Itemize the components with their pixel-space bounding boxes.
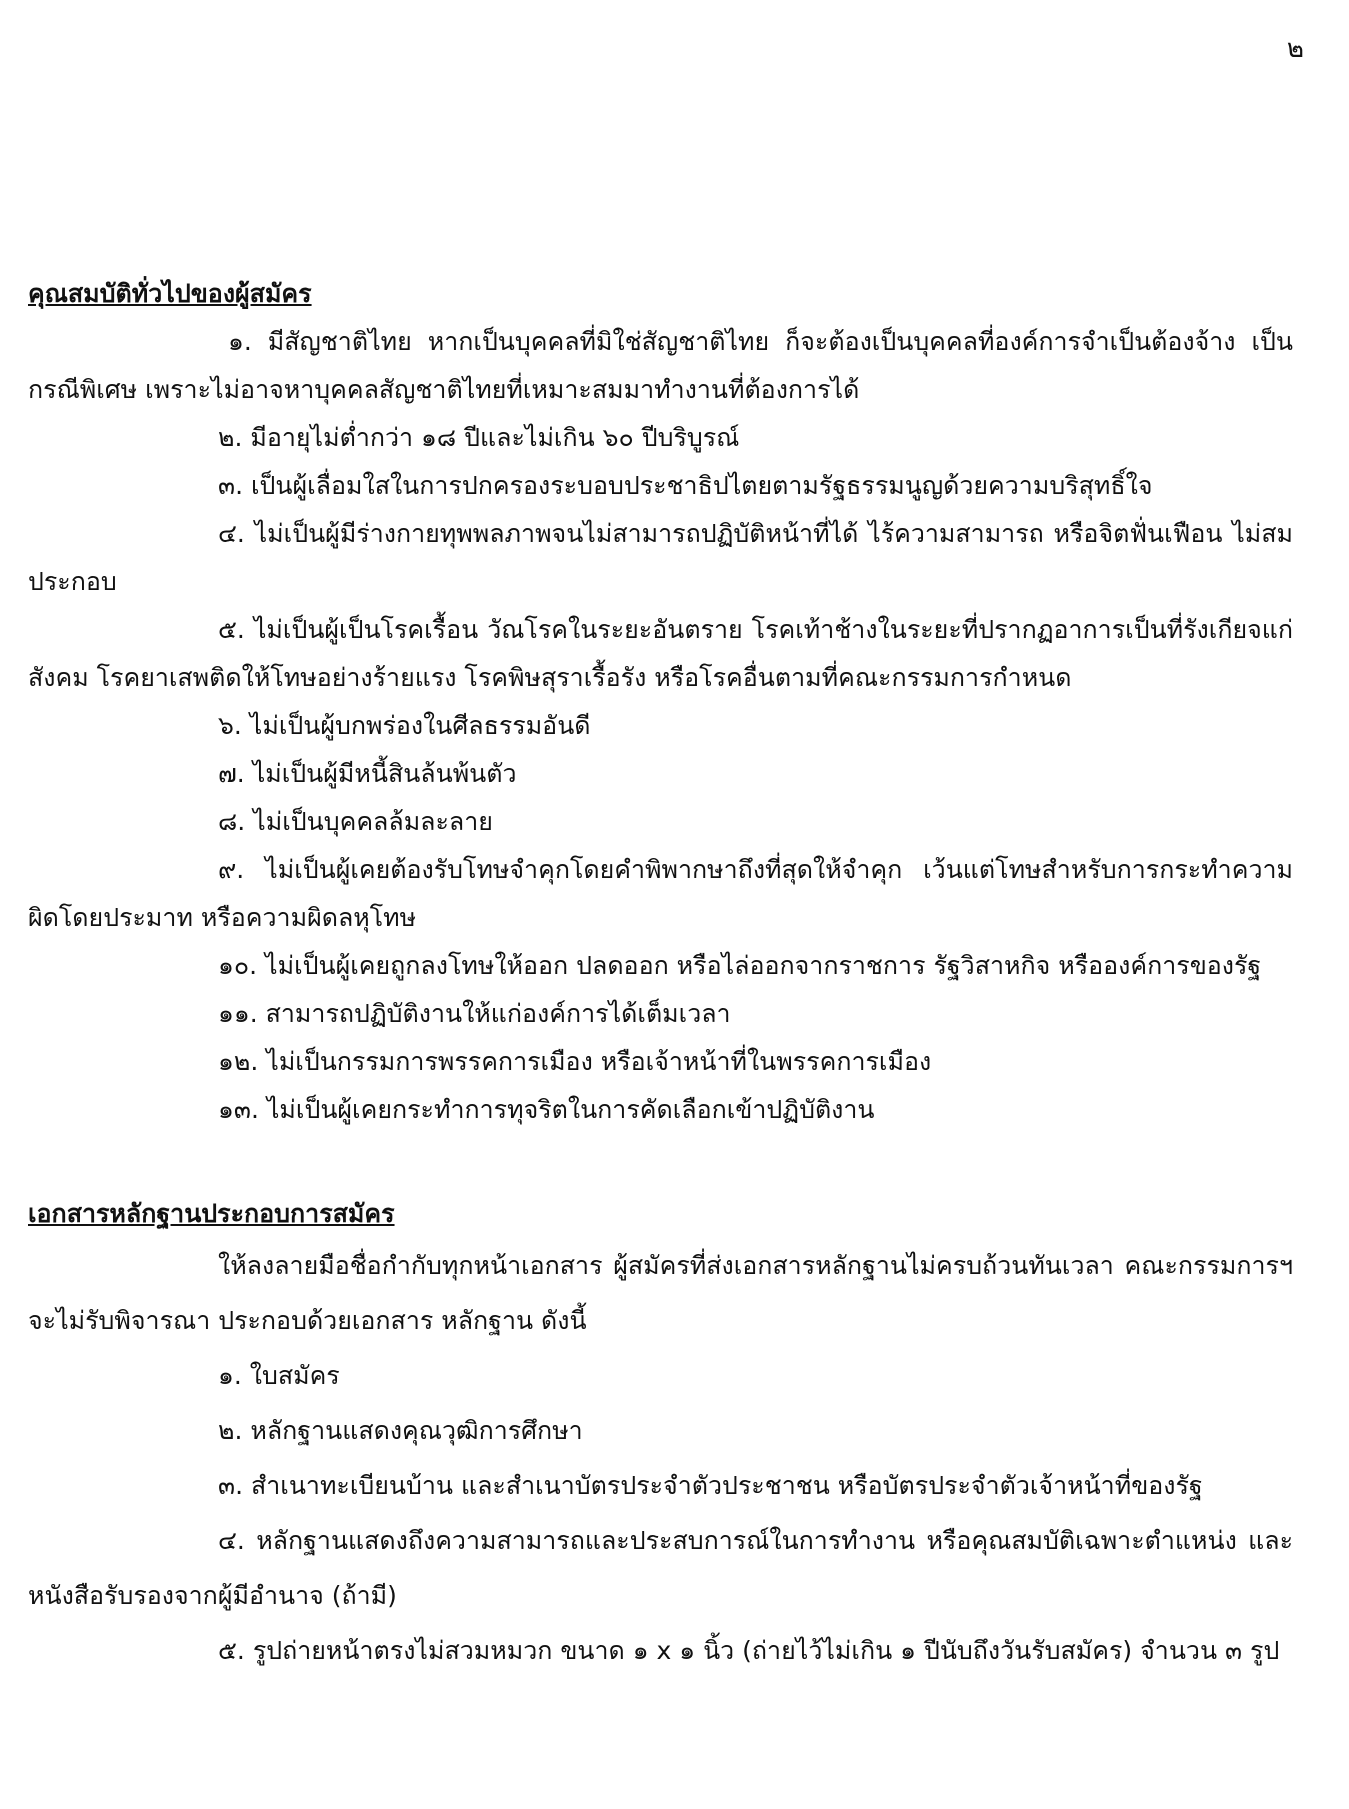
document-body [28, 270, 1293, 1678]
section-spacer [28, 1134, 1293, 1190]
qualification-item: ๖. ไม่เป็นผู้บกพร่องในศีลธรรมอันดี [218, 711, 591, 740]
qualifications-heading: คุณสมบัติทั่วไปของผู้สมัคร [28, 279, 312, 308]
qualification-item: ๔. ไม่เป็นผู้มีร่างกายทุพพลภาพจนไม่สามารถปฏิบัติหน้าที่ได้ ไร้ความสามารถ หรือจิตฟั่นเฟือน ไม่สมประกอบ [28, 519, 1293, 596]
qualification-item: ๑๐. ไม่เป็นผู้เคยถูกลงโทษให้ออก ปลดออก หรือไล่ออกจากราชการ รัฐวิสาหกิจ หรือองค์การของรัฐ [218, 951, 1262, 980]
page-number: ๒ [1286, 34, 1304, 64]
qualifications-section [28, 270, 1293, 1134]
document-item: ๓. สำเนาทะเบียนบ้าน และสำเนาบัตรประจำตัวประชาชน หรือบัตรประจำตัวเจ้าหน้าที่ของรัฐ [218, 1471, 1203, 1500]
qualification-item: ๕. ไม่เป็นผู้เป็นโรคเรื้อน วัณโรคในระยะอันตราย โรคเท้าช้างในระยะที่ปรากฏอาการเป็นที่รังเกียจแก่สังคม โรคยาเสพติดให้โทษอย่างร้ายแรง โรคพิษสุราเรื้อรัง หรือโรคอื่นตามที่คณะกรรมการกำหนด [28, 615, 1293, 692]
qualification-item: ๑๑. สามารถปฏิบัติงานให้แก่องค์การได้เต็มเวลา [218, 999, 731, 1028]
qualification-item: ๙. ไม่เป็นผู้เคยต้องรับโทษจำคุกโดยคำพิพากษาถึงที่สุดให้จำคุก เว้นแต่โทษสำหรับการกระทำความผิดโดยประมาท หรือความผิดลหุโทษ [28, 855, 1293, 932]
document-item: ๑. ใบสมัคร [218, 1361, 340, 1390]
qualification-item: ๑๓. ไม่เป็นผู้เคยกระทำการทุจริตในการคัดเลือกเข้าปฏิบัติงาน [218, 1095, 875, 1124]
qualification-item: ๑. มีสัญชาติไทย หากเป็นบุคคลที่มิใช่สัญชาติไทย ก็จะต้องเป็นบุคคลที่องค์การจำเป็นต้องจ้าง เป็นกรณีพิเศษ เพราะไม่อาจหาบุคคลสัญชาติไทยที่เหมาะสมมาทำงานที่ต้องการได้ [28, 327, 1293, 404]
documents-heading: เอกสารหลักฐานประกอบการสมัคร [28, 1199, 395, 1228]
qualification-item: ๑๒. ไม่เป็นกรรมการพรรคการเมือง หรือเจ้าหน้าที่ในพรรคการเมือง [218, 1047, 932, 1076]
qualification-item: ๒. มีอายุไม่ต่ำกว่า ๑๘ ปีและไม่เกิน ๖๐ ปีบริบูรณ์ [218, 423, 740, 452]
qualification-item: ๓. เป็นผู้เลื่อมใสในการปกครองระบอบประชาธิปไตยตามรัฐธรรมนูญด้วยความบริสุทธิ์ใจ [218, 471, 1153, 500]
document-item: ๕. รูปถ่ายหน้าตรงไม่สวมหมวก ขนาด ๑ x ๑ นิ้ว (ถ่ายไว้ไม่เกิน ๑ ปีนับถึงวันรับสมัคร) จำนวน ๓ รูป [218, 1636, 1280, 1665]
qualification-item: ๘. ไม่เป็นบุคคลล้มละลาย [218, 807, 493, 836]
documents-section [28, 1190, 1293, 1678]
qualification-item: ๗. ไม่เป็นผู้มีหนี้สินล้นพ้นตัว [218, 759, 517, 788]
documents-intro: ให้ลงลายมือชื่อกำกับทุกหน้าเอกสาร ผู้สมัครที่ส่งเอกสารหลักฐานไม่ครบถ้วนทันเวลา คณะกรรมการฯ จะไม่รับพิจารณา ประกอบด้วยเอกสาร หลักฐาน ดังนี้ [28, 1251, 1293, 1335]
document-item: ๒. หลักฐานแสดงคุณวุฒิการศึกษา [218, 1416, 583, 1445]
document-item: ๔. หลักฐานแสดงถึงความสามารถและประสบการณ์ในการทำงาน หรือคุณสมบัติเฉพาะตำแหน่ง และหนังสือรับรองจากผู้มีอำนาจ (ถ้ามี) [28, 1526, 1293, 1610]
